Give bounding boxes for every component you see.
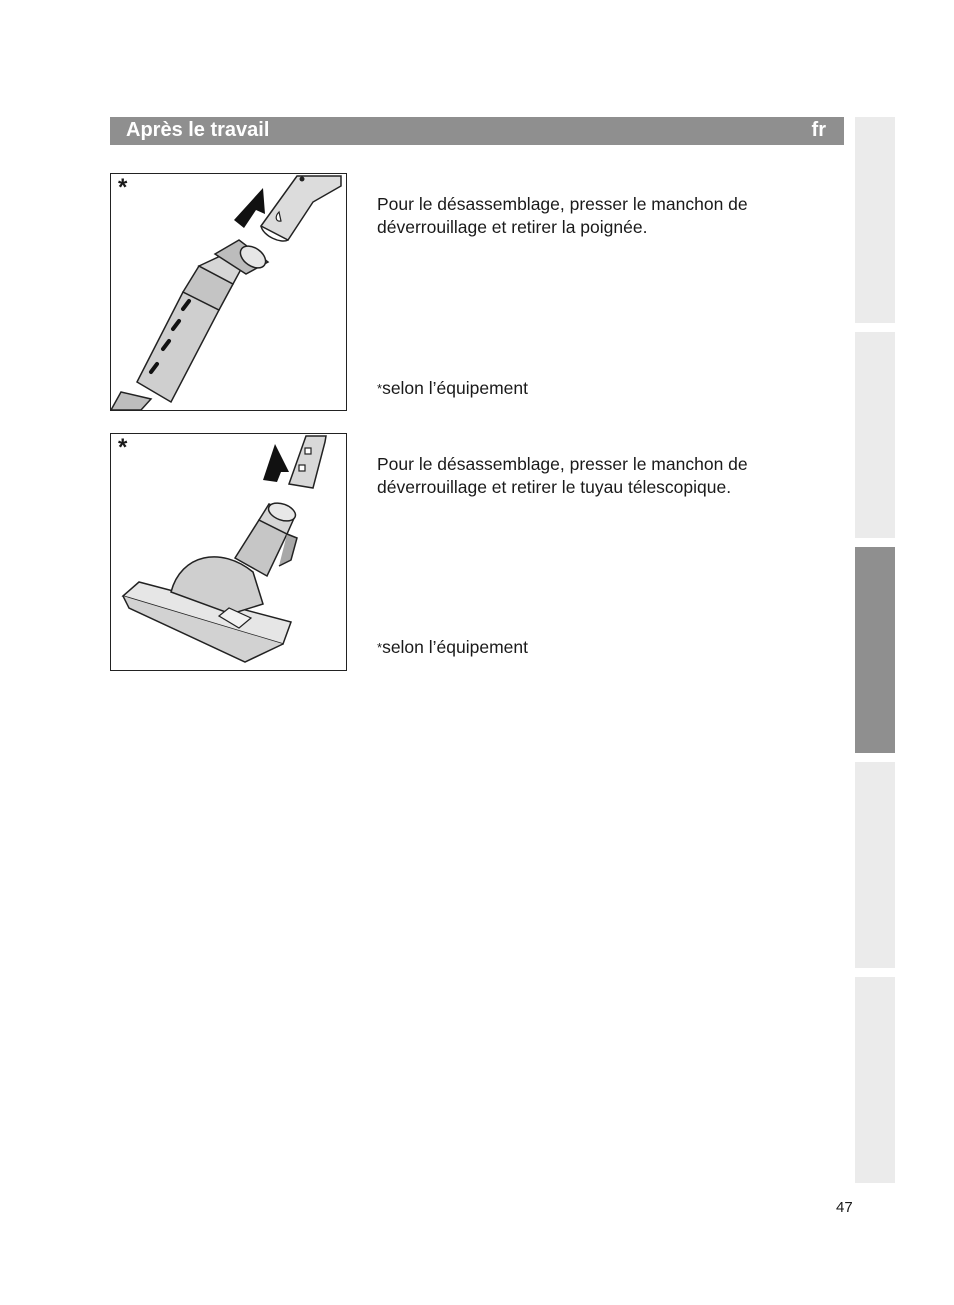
floor-nozzle-illustration <box>111 434 346 670</box>
footnote-text: selon l’équipement <box>382 637 528 657</box>
instruction-text: Pour le désassemblage, presser le manchon de déverrouillage et retirer la poignée. <box>377 194 748 237</box>
side-tab-1 <box>855 117 895 323</box>
footnote-star: * <box>377 640 383 655</box>
section-header-bar <box>110 117 844 145</box>
footnote <box>377 636 528 659</box>
floor-nozzle-icon <box>123 500 298 662</box>
equipment-marker: * <box>118 434 128 461</box>
figure-handle-removal <box>110 173 347 411</box>
handle-grip-icon <box>261 176 341 241</box>
footnote-text: selon l’équipement <box>382 378 528 398</box>
up-arrow-icon <box>234 188 265 228</box>
side-tab-5 <box>855 977 895 1183</box>
side-tab-2 <box>855 332 895 538</box>
footnote <box>377 377 528 400</box>
instruction-text: Pour le désassemblage, presser le manchon de déverrouillage et retirer le tuyau télescopique. <box>377 454 748 497</box>
side-tab-4 <box>855 762 895 968</box>
telescopic-tube-icon <box>289 436 326 488</box>
equipment-marker: * <box>118 174 128 201</box>
telescopic-tube-icon <box>111 240 270 410</box>
up-arrow-icon <box>263 444 289 482</box>
page-number: 47 <box>836 1199 853 1216</box>
figure-tube-removal <box>110 433 347 671</box>
footnote-star: * <box>377 381 383 396</box>
side-tab-3-active <box>855 547 895 753</box>
language-code: fr <box>811 119 826 141</box>
handle-tube-illustration <box>111 174 346 410</box>
section-title: Après le travail <box>126 119 270 141</box>
